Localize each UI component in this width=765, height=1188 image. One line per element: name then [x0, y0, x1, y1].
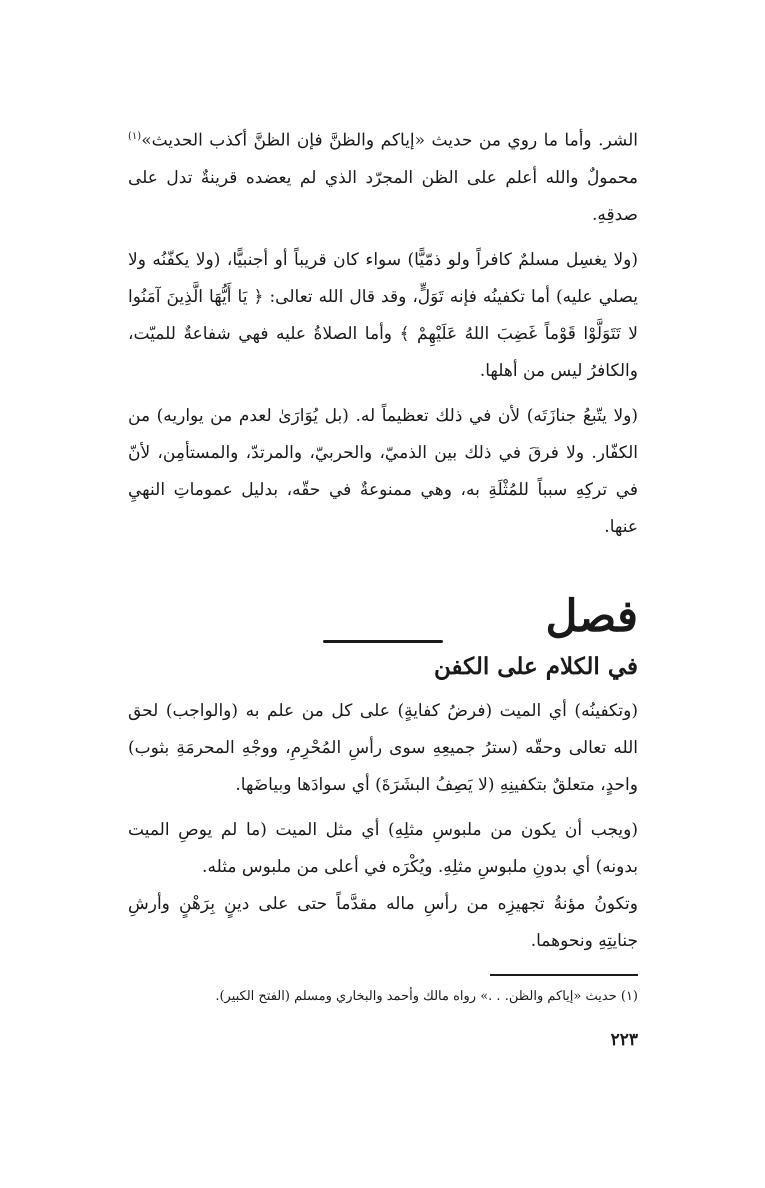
footnote-divider [490, 974, 638, 976]
page-number: ٢٢٣ [610, 1029, 638, 1050]
page-body [128, 118, 638, 1050]
paragraph-1 [128, 118, 638, 234]
section-ornament [128, 590, 638, 643]
paragraph-1-continued: محمولٌ والله أعلم على الظن المجرّد الذي لم يعضده قرينةٌ تدل على صدقِهِ. [128, 167, 638, 225]
ornament-stroke [323, 640, 443, 643]
section-ornament-text: فصل [545, 590, 638, 642]
paragraph-5: (ويجب أن يكون من ملبوسِ مثلِهِ) أي مثل الميت (ما لم يوصِ الميت بدونه) أي بدونِ ملبوسِ مثلِهِ. ويُكْرَه في أعلى من ملبوس مثله. [128, 819, 638, 877]
paragraph-4: (وتكفينُه) أي الميت (فرضُ كفايةٍ) على كل من علم به (والواجب) لحق الله تعالى وحقّه (سترُ جميعِهِ سوى رأسِ المُحْرِمِ، ووجْهِ المحرمَةِ بثوب) واحدٍ، متعلقٌ بتكفينِهِ (لا يَصِفُ البشَرَةَ) أي سوادَها وبياضَها. [128, 700, 638, 795]
paragraph-1-text: الشر. وأما ما روي من حديث «إياكم والظنَّ فإن الظنَّ أكذب الحديث» [141, 130, 638, 151]
paragraph-2: (ولا يغسِل مسلمٌ كافراً ولو ذمّيًّا) سواء كان قريباً أو أجنبيًّا، (ولا يكفّنُه ولا يصلي عليه) أما تكفينُه فإنه تَوَلٍّ، وقد قال الله تعالى: ﴿ يَا أَيُّهَا الَّذِينَ آمَنُوا لا تَتَوَلَّوْا قَوْماً غَضِبَ اللهُ عَلَيْهِمْ ﴾ وأما الصلاةُ عليه فهي شفاعةٌ للميّت، والكافرُ ليس من أهلها. [128, 249, 638, 381]
footnote: (١) حديث «إياكم والظن. . .» رواه مالك وأحمد والبخاري ومسلم (الفتح الكبير). [215, 988, 638, 1004]
paragraph-3: (ولا يتّبعُ جنازَتَه) لأن في ذلك تعظيماً له. (بل يُوَارَىٰ لعدم من يواريه) من الكفّار. ولا فرقَ في ذلك بين الذميّ، والحربيّ، والمرتدّ، والمستأمِن، لأنّ في تركِهِ سبباً للمُثْلَةِ به، وهي ممنوعةٌ في حقّه، بدليل عموماتِ النهيِ عنها. [128, 405, 638, 537]
section-title: في الكلام على الكفن [433, 652, 638, 680]
paragraph-6: وتكونُ مؤنةُ تجهيزِه من رأسِ ماله مقدَّماً حتى على دينٍ بِرَهْنٍ وأرشِ جنايتِهِ ونحوهما. [128, 893, 638, 951]
footnote-ref[interactable]: (١) [128, 131, 142, 142]
